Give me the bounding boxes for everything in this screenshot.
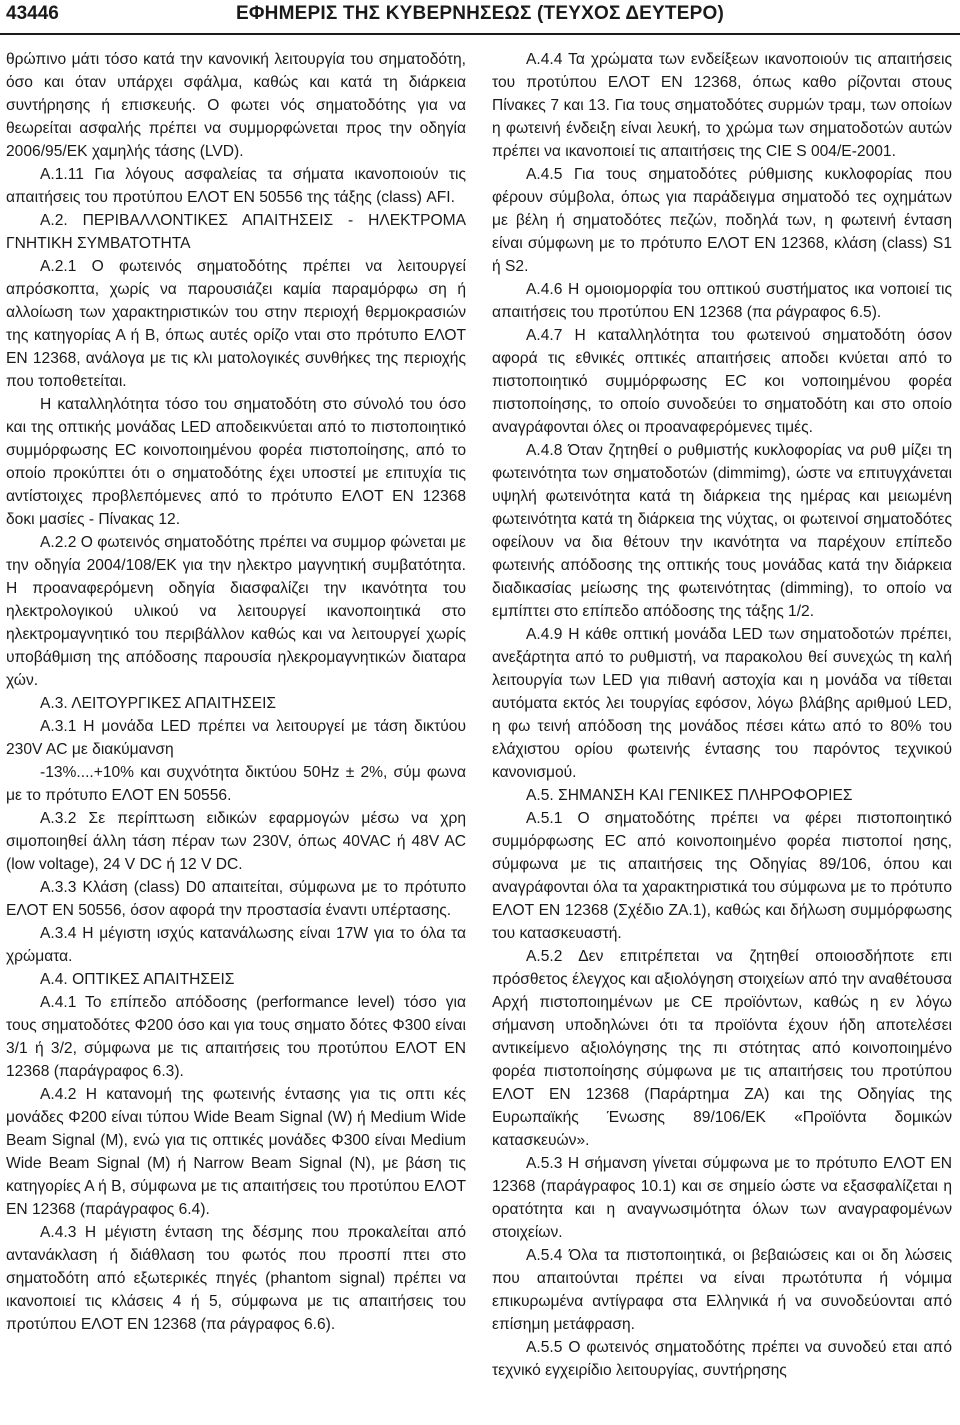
paragraph: Α.4.3 Η μέγιστη ένταση της δέσμης που προκαλείται από αντανάκλαση ή διάθλαση του φωτός που προσπί πτει στο σηματοδότη από εξωτερικές πηγές (phantom signal) πρέπει να ικανοποιεί τις κλάσεις 4 ή 5, σύμφωνα με τις απαιτήσεις του προτύπου ΕΛΟΤ ΕΝ 12368 (πα ράγραφος 6.6).: [6, 1224, 466, 1333]
paragraph: Α.2.2 Ο φωτεινός σηματοδότης πρέπει να συμμορ φώνεται με την οδηγία 2004/108/ΕΚ για την ηλεκτρο μαγνητική συμβατότητα. Η προαναφερόμενη οδηγία διασφαλίζει την ικανότητα του ηλεκτρολογικού υλικού να λειτουργεί ικανοποιητικά στο ηλεκτρομαγνητικό του περιβάλλον καθώς και να λειτουργεί χωρίς υποβάθμιση της απόδοσης παρουσία ηλεκρομαγνητικών διαταρα χών.: [6, 534, 466, 689]
paragraph: θρώπινο μάτι τόσο κατά την κανονική λειτουργία του σηματοδότη, όσο και όταν υπάρχει σφάλμα, καθώς και κατά τη διάρκεια συντήρησης ή επισκευής. Ο φωτει νός σηματοδότης για να θεωρείται ασφαλής πρέπει να συμμορφώνεται προς την οδηγία 2006/95/ΕΚ χαμηλής τάσης (LVD).: [6, 51, 466, 160]
paragraph: Α.5.1 Ο σηματοδότης πρέπει να φέρει πιστοποιητικό συμμόρφωσης EC από κοινοποιημένο φορέα πιστοποί ησης, σύμφωνα με τις απαιτήσεις της Οδηγίας 89/106, όπου και αναγράφονται όλα τα χαρακτηριστικά του σύμφωνα με το πρότυπο ΕΛΟΤ ΕΝ 12368 (Σχέδιο ΖΑ.1), καθώς και δήλωση συμμόρφωσης του κατασκευαστή.: [492, 810, 952, 942]
paragraph: Α.4.8 Όταν ζητηθεί ο ρυθμιστής κυκλοφορίας να ρυθ μίζει τη φωτεινότητα των σηματοδοτών (dimmimg), ώστε να επιτυγχάνεται υψηλή φωτεινότητα κατά τη διάρκεια της ημέρας και μειωμένη φωτεινότητα κατά τη διάρκεια της νύχτας, οι φωτεινοί σηματοδότες οφείλουν να δια θέτουν την ικανότητα να παρέχουν επίπεδο φωτεινής απόδοσης της οπτικής τους μονάδας κατά την διάρκεια διαδικασίας μείωσης της φωτεινότητας (dimming), το οποίο να εμπίπτει στο επίπεδο απόδοσης της τάξης 1/2.: [492, 442, 952, 620]
gazette-title: ΕΦΗΜΕΡΙΣ ΤΗΣ ΚΥΒΕΡΝΗΣΕΩΣ (ΤΕΥΧΟΣ ΔΕΥΤΕΡΟ): [236, 3, 724, 24]
paragraph: Α.3.4 Η μέγιστη ισχύς κατανάλωσης είναι 17W για το όλα τα χρώματα.: [6, 925, 466, 965]
paragraph: ‑13%....+10% και συχνότητα δικτύου 50Hz ± 2%, σύμ φωνα με το πρότυπο ΕΛΟΤ ΕΝ 50556.: [6, 764, 466, 804]
left-column: [6, 48, 466, 1336]
section-heading: Α.5. ΣΗΜΑΝΣΗ ΚΑΙ ΓΕΝΙΚΕΣ ΠΛΗΡΟΦΟΡΙΕΣ: [526, 787, 853, 804]
paragraph: Α.2.1 Ο φωτεινός σηματοδότης πρέπει να λειτουργεί απρόσκοπτα, χωρίς να παρουσιάζει καμία παραμόρφω ση ή αλλοίωση των χαρακτηριστικών του στην περιοχή θερμοκρασιών της κατηγορίας Α ή Β, όπως αυτές ορίζο νται στο πρότυπο ΕΛΟΤ ΕΝ 12368, ανάλογα με τις κλι ματολογικές συνθήκες της περιοχής που τοποθετείται.: [6, 258, 466, 390]
section-heading: Α.3. ΛΕΙΤΟΥΡΓΙΚΕΣ ΑΠΑΙΤΗΣΕΙΣ: [40, 695, 277, 712]
paragraph: Α.4.9 Η κάθε οπτική μονάδα LED των σηματοδοτών πρέπει, ανεξάρτητα από το ρυθμιστή, να παρακολου θεί συνεχώς τη καλή λειτουργία των LED για πιθανή αστοχία και η μονάδα να τίθεται αυτόματα εκτός λει τουργίας εφόσον, λόγω βλάβης αριθμού LED, η φω τεινή απόδοση της μονάδος πέσει κάτω από το 80% του ελάχιστου ορίου φωτεινής έντασης του παρόντος τεχνικού κανονισμού.: [492, 626, 952, 781]
paragraph: Α.5.3 Η σήμανση γίνεται σύμφωνα με το πρότυπο ΕΛΟΤ ΕΝ 12368 (παράγραφος 10.1) και σε σημείο ώστε να εξασφαλίζεται η ορατότητα και η αναγνωσιμότητα όλων των αναγραφομένων στοιχείων.: [492, 1155, 952, 1241]
paragraph: Α.4.7 Η καταλληλότητα του φωτεινού σηματοδότη όσον αφορά τις εθνικές οπτικές απαιτήσεις αποδει κνύεται από το πιστοποιητικό συμμόρφωσης EC κοι νοποιημένου φορέα πιστοποίησης, το οποίο συνοδεύει το σηματοδότη και στο οποίο αναγράφονται όλες οι προαναφερόμενες τιμές.: [492, 327, 952, 436]
paragraph: Α.5.4 Όλα τα πιστοποιητικά, οι βεβαιώσεις και οι δη λώσεις που απαιτούνται πρέπει να είναι πρωτότυπα ή νόμιμα επικυρωμένα αντίγραφα στα Ελληνικά ή να συνοδεύονται από επίσημη μετάφραση.: [492, 1247, 952, 1333]
paragraph: Α.3.1 Η μονάδα LED πρέπει να λειτουργεί με τάση δικτύου 230V AC με διακύμανση: [6, 718, 466, 758]
paragraph: Α.4.4 Τα χρώματα των ενδείξεων ικανοποιούν τις απαιτήσεις του προτύπου ΕΛΟΤ ΕΝ 12368, όπως καθο ρίζονται στους Πίνακες 7 και 13. Για τους σηματοδότες συρμών τραμ, των οποίων η φωτεινή ένδειξη είναι λευκή, το χρώμα των σηματοδοτών αυτών πρέπει να ικανοποιεί τις απαιτήσεις της CIE S 004/E‑2001.: [492, 51, 952, 160]
paragraph: Α.4.1 Το επίπεδο απόδοσης (performance level) τόσο για τους σηματοδότες Φ200 όσο και για τους σηματο δότες Φ300 είναι 3/1 ή 3/2, σύμφωνα με τις απαιτήσεις του προτύπου ΕΛΟΤ ΕΝ 12368 (παράγραφος 6.3).: [6, 994, 466, 1080]
paragraph: Α.5.5 Ο φωτεινός σηματοδότης πρέπει να συνοδεύ εται από τεχνικό εγχειρίδιο λειτουργίας, συντήρησης: [492, 1339, 952, 1379]
paragraph: Α.1.11 Για λόγους ασφαλείας τα σήματα ικανοποιούν τις απαιτήσεις του προτύπου ΕΛΟΤ ΕΝ 50556 της τάξης (class) AFI.: [6, 166, 466, 206]
paragraph: Α.3.2 Σε περίπτωση ειδικών εφαρμογών μέσω να χρη σιμοποιηθεί άλλη τάση πέραν των 230V, όπως 40VAC ή 48V AC (low voltage), 24 V DC ή 12 V DC.: [6, 810, 466, 873]
paragraph: Α.4.5 Για τους σηματοδότες ρύθμισης κυκλοφορίας που φέρουν σύμβολα, όπως για παράδειγμα σηματοδό τες οχημάτων με βέλη ή σηματοδότες πεζών, ποδηλά των, η φωτεινή ένταση είναι σύμφωνη με το πρότυπο ΕΛΟΤ ΕΝ 12368, κλάση (class) S1 ή S2.: [492, 166, 952, 275]
right-column: [492, 48, 952, 1382]
page-number: 43446: [6, 3, 59, 24]
paragraph: Η καταλληλότητα τόσο του σηματοδότη στο σύνολό του όσο και της οπτικής μονάδας LED αποδεικνύεται από το πιστοποιητικό συμμόρφωσης EC κοινοποιημένου φορέα πιστοποίησης, από το οποίο προκύπτει ότι ο σηματοδότης έχει υποστεί με επιτυχία τις αντίστοιχες προβλεπόμενες από το πρότυπο ΕΛΟΤ ΕΝ 12368 δοκι μασίες ‑ Πίνακας 12.: [6, 396, 466, 528]
paragraph: Α.4.6 Η ομοιομορφία του οπτικού συστήματος ικα νοποιεί τις απαιτήσεις του προτύπου EN 12368 (πα ράγραφος 6.5).: [492, 281, 952, 321]
section-heading: Α.2. ΠΕΡΙΒΑΛΛΟΝΤΙΚΕΣ ΑΠΑΙΤΗΣΕΙΣ ‑ ΗΛΕΚΤΡΟΜΑ ΓΝΗΤΙΚΗ ΣΥΜΒΑΤΟΤΗΤΑ: [6, 212, 466, 252]
paragraph: Α.3.3 Κλάση (class) D0 απαιτείται, σύμφωνα με το πρότυπο ΕΛΟΤ ΕΝ 50556, όσον αφορά την προστασία έναντι υπέρτασης.: [6, 879, 466, 919]
page-header: [0, 0, 960, 34]
paragraph: Α.4.2 Η κατανομή της φωτεινής έντασης για τις οπτι κές μονάδες Φ200 είναι τύπου Wide Beam Signal (W) ή Medium Wide Beam Signal (M), ενώ για τις οπτικές μονάδες Φ300 είναι Medium Wide Beam Signal (M) ή Narrow Beam Signal (N), με βάση τις κατηγορίες Α ή Β, σύμφωνα με τις απαιτήσεις του προτύπου ΕΛΟΤ ΕΝ 12368 (παράγραφος 6.4).: [6, 1086, 466, 1218]
paragraph: Α.5.2 Δεν επιτρέπεται να ζητηθεί οποιοσδήποτε επι πρόσθετος έλεγχος και αξιολόγηση στοιχείων από την αναθέτουσα Αρχή πιστοποιημένων με CE προϊόντων, καθώς η εν λόγω σήμανση υποδηλώνει ότι τα προϊόντα έχουν ήδη αποτελέσει αντικείμενο αξιολόγησης της πι στότητας από κοινοποιημένο φορέα πιστοποίησης σύμφωνα με τις απαιτήσεις του προτύπου ΕΛΟΤ ΕΝ 12368 (Παράρτημα ΖΑ) και της Οδηγίας της Ευρωπαϊκής Ένωσης 89/106/ΕΚ «Προϊόντα δομικών κατασκευών».: [492, 948, 952, 1149]
section-heading: Α.4. ΟΠΤΙΚΕΣ ΑΠΑΙΤΗΣΕΙΣ: [40, 971, 235, 988]
header-rule: [0, 33, 960, 35]
